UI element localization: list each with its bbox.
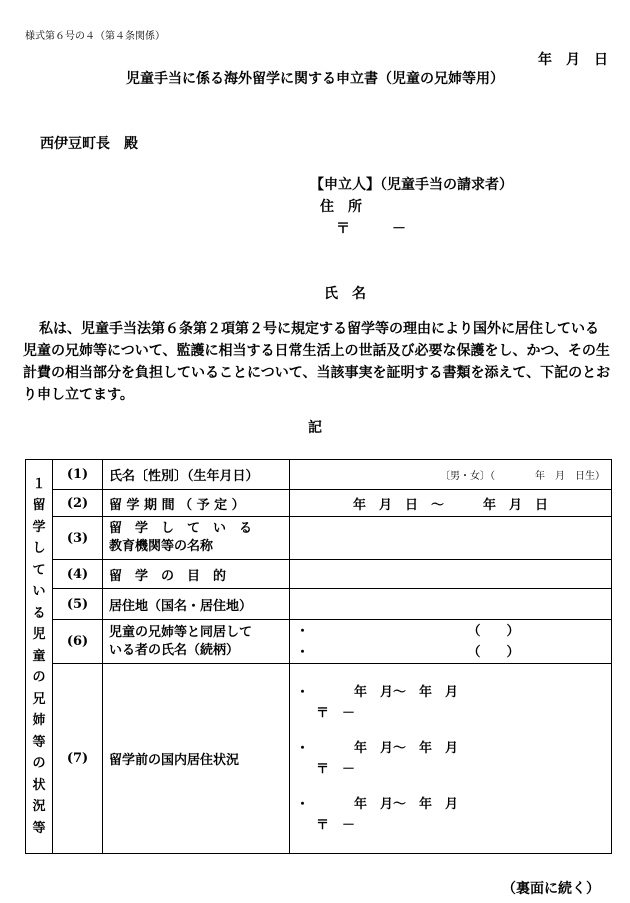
table-row <box>26 517 612 560</box>
study-purpose-value[interactable] <box>290 560 612 589</box>
section-label: １ 留 学 し て い る 児 童 の 兄 姉 等 の 状 況 等 <box>26 460 53 854</box>
continued-note: （裏面に続く） <box>502 881 600 897</box>
row-number: (1) <box>53 460 103 490</box>
statement-text: 私は、児童手当法第６条第２項第２号に規定する留学等の理由により国外に居住している児童の兄姉等について、監護に相当する日常生活上の世話及び必要な保護をし、かつ、その生計費の相当部分を負担していることについて、当該事実を証明する書類を添えて、下記のとおり申し立てます。 <box>23 321 611 403</box>
ki-heading: 記 <box>308 420 322 436</box>
table-row <box>26 620 612 664</box>
row-label: 留 学 期 間 （ 予 定 ） <box>103 490 290 517</box>
statement-paragraph <box>23 318 611 406</box>
addressee: 西伊豆町長 殿 <box>40 136 138 152</box>
form-number: 様式第６号の４（第４条関係） <box>25 31 165 42</box>
row-label: 居住地（国名・居住地） <box>103 589 290 620</box>
table-row <box>26 460 612 490</box>
applicant-zip: 〒 － <box>336 221 406 237</box>
row-label: 留 学 の 目 的 <box>103 560 290 589</box>
cohabitant-value: ・ （ ） ・ （ ） <box>290 620 612 664</box>
row-number: (4) <box>53 560 103 589</box>
applicant-heading: 【申立人】（児童手当の請求者） <box>310 177 513 193</box>
table-row <box>26 664 612 854</box>
row-number: (5) <box>53 589 103 620</box>
applicant-name-label: 氏 名 <box>324 286 366 302</box>
table-row <box>26 490 612 517</box>
row-label: 留学前の国内居住状況 <box>103 664 290 854</box>
table-row <box>26 589 612 620</box>
document-title: 児童手当に係る海外留学に関する申立書（児童の兄姉等用） <box>126 71 504 87</box>
status-table <box>25 459 612 854</box>
applicant-address-label: 住 所 <box>320 199 362 215</box>
row-number: (6) <box>53 620 103 664</box>
name-gender-birth-value: 〔男・女〕（ 年 月 日生） <box>290 460 612 490</box>
domestic-residence-value: ・ 年 月～ 年 月 〒 － ・ 年 月～ 年 月 〒 － ・ 年 月～ 年 月 〒 － <box>290 664 612 854</box>
institution-name-value[interactable] <box>290 517 612 560</box>
row-number: (7) <box>53 664 103 854</box>
date-line: 年 月 日 <box>538 52 608 68</box>
table-row <box>26 560 612 589</box>
row-number: (3) <box>53 517 103 560</box>
study-period-value: 年 月 日 ～ 年 月 日 <box>290 490 612 517</box>
row-label: 児童の兄姉等と同居して いる者の氏名（続柄） <box>103 620 290 664</box>
residence-value[interactable] <box>290 589 612 620</box>
row-label: 氏名〔性別〕（生年月日） <box>103 460 290 490</box>
row-label: 留 学 し て い る 教育機関等の名称 <box>103 517 290 560</box>
row-number: (2) <box>53 490 103 517</box>
